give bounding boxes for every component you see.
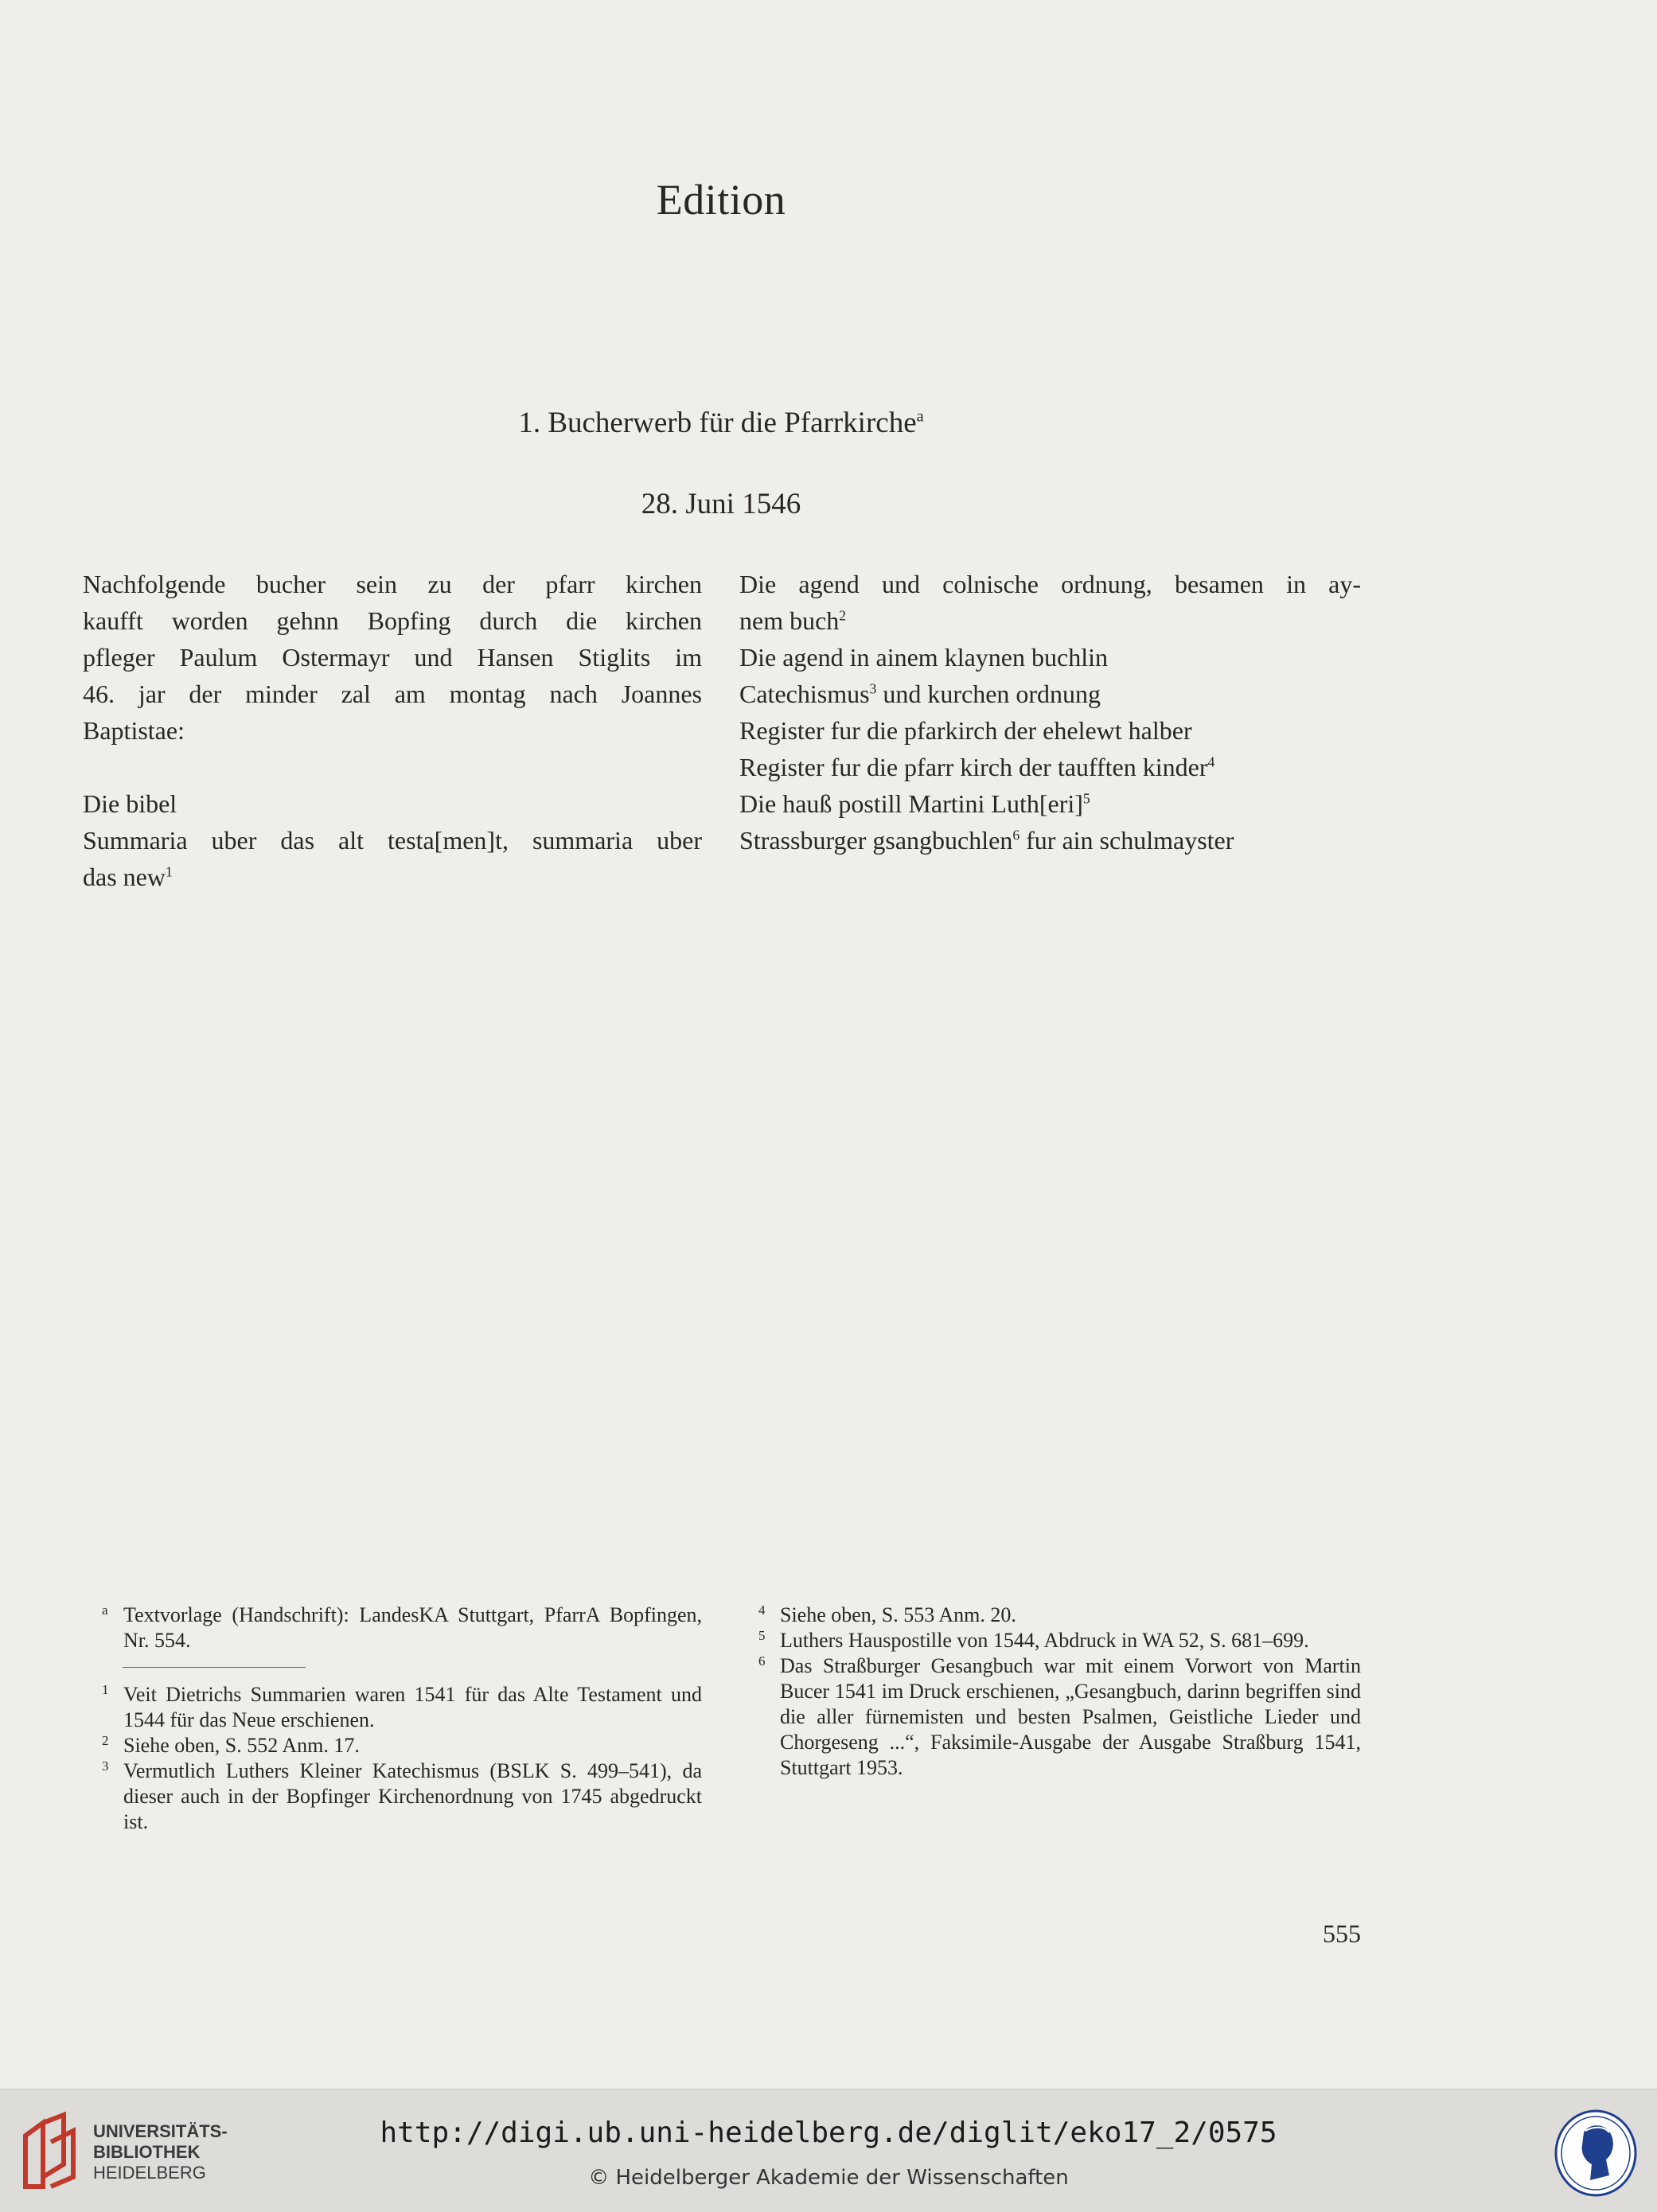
section-heading-text: 1. Bucherwerb für die Pfarrkirche xyxy=(518,407,917,439)
note-ref: 6 xyxy=(1012,827,1020,843)
library-name-line: UNIVERSITÄTS- xyxy=(93,2121,228,2141)
note-ref: 4 xyxy=(1207,754,1215,770)
permalink-url[interactable]: http://digi.ub.uni-heidelberg.de/diglit/eko17_2/0575 xyxy=(380,2117,1277,2149)
note-ref: 1 xyxy=(165,863,173,880)
footnote-mark: 3 xyxy=(102,1758,109,1774)
list-item: Die agend und colnische ordnung, besamen in ay- xyxy=(739,570,1361,598)
footnote-5 xyxy=(739,1628,1361,1653)
note-ref: 5 xyxy=(1082,790,1090,807)
list-item: Register fur die pfarkirch der ehelewt halber xyxy=(739,716,1192,745)
list-item xyxy=(739,676,1361,712)
list-item xyxy=(739,822,1361,859)
list-item-text: und kurchen ordnung xyxy=(876,680,1101,708)
footnote-text: Vermutlich Luthers Kleiner Katechismus (BSLK S. 499–541), da dieser auch in der Bopfinger Kirchenordnung von 1745 abgedruckt ist. xyxy=(123,1759,702,1833)
academy-portrait-seal-icon xyxy=(1554,2109,1638,2198)
footnote-mark: 1 xyxy=(102,1682,109,1697)
footnote-6 xyxy=(739,1653,1361,1781)
footnote-1 xyxy=(83,1682,702,1733)
list-item-text: Catechismus xyxy=(739,680,870,708)
list-item-text: fur ain schulmayster xyxy=(1020,826,1234,855)
list-item: Die agend in ainem klaynen buchlin xyxy=(739,643,1108,672)
list-item-text: das new xyxy=(83,863,166,891)
footnote-a xyxy=(83,1603,702,1653)
list-item-continued xyxy=(83,859,702,895)
footnote-4 xyxy=(739,1603,1361,1628)
section-heading xyxy=(0,406,1442,440)
note-ref: 2 xyxy=(839,607,847,624)
page-number: 555 xyxy=(1323,1919,1361,1948)
note-ref: 3 xyxy=(869,680,877,697)
intro-line: kaufft worden gehnn Bopfing durch die kirchen xyxy=(83,606,702,635)
left-column xyxy=(83,566,702,895)
copyright-notice: © Heidelberger Akademie der Wissenschaften xyxy=(588,2166,1069,2190)
list-item: Summaria uber das alt testa[men]t, summaria uber xyxy=(83,826,702,855)
intro-line-last: Baptistae: xyxy=(83,716,185,745)
page-title: Edition xyxy=(656,176,786,224)
library-name-line: BIBLIOTHEK xyxy=(93,2142,201,2162)
list-item-text: nem buch xyxy=(739,606,840,635)
footnotes-numbered-right xyxy=(739,1603,1361,1781)
list-item-text: Die hauß postill Martini Luth[eri] xyxy=(739,789,1083,818)
list-item: Die bibel xyxy=(83,789,177,818)
footnote-text: Siehe oben, S. 553 Anm. 20. xyxy=(780,1603,1016,1626)
footnote-mark: 5 xyxy=(758,1628,766,1643)
intro-line: 46. jar der minder zal am montag nach Joannes xyxy=(83,680,702,708)
footnote-mark: 2 xyxy=(102,1733,109,1748)
footnote-mark: 6 xyxy=(758,1653,766,1669)
footnote-text: Textvorlage (Handschrift): LandesKA Stuttgart, PfarrA Bopfingen, Nr. 554. xyxy=(123,1603,702,1652)
section-heading-note: a xyxy=(916,407,924,426)
right-column xyxy=(739,566,1361,859)
footnote-2 xyxy=(83,1733,702,1758)
list-item-text: Strassburger gsangbuchlen xyxy=(739,826,1013,855)
list-item xyxy=(739,785,1361,822)
footnote-mark: a xyxy=(102,1603,108,1618)
intro-line: Nachfolgende bucher sein zu der pfarr kirchen xyxy=(83,570,702,598)
list-item xyxy=(739,749,1361,785)
intro-line: pfleger Paulum Ostermayr und Hansen Stiglits im xyxy=(83,643,702,672)
footnotes-numbered-left xyxy=(83,1682,702,1835)
footnote-text: Siehe oben, S. 552 Anm. 17. xyxy=(123,1734,360,1757)
footnote-mark: 4 xyxy=(758,1603,766,1618)
footnote-3 xyxy=(83,1758,702,1835)
section-date: 28. Juni 1546 xyxy=(641,488,801,520)
footnote-text: Das Straßburger Gesangbuch war mit einem Vorwort von Martin Bucer 1541 im Druck erschienen, „Gesangbuch, darinn begriffen sind die aller fürnemisten und besten Psalmen, Geistliche Lieder und Chorgeseng ...“, Faksimile-Ausgabe der Ausgabe Straßburg 1541, Stuttgart 1953. xyxy=(780,1654,1361,1779)
viewer-footer xyxy=(0,2089,1657,2212)
library-name-line: HEIDELBERG xyxy=(93,2163,206,2183)
list-item-continued xyxy=(739,602,1361,639)
list-item-text: Register fur die pfarr kirch der taufften kinder xyxy=(739,753,1208,781)
footnote-divider xyxy=(123,1667,306,1668)
footnote-text: Veit Dietrichs Summarien waren 1541 für das Alte Testament und 1544 für das Neue erschienen. xyxy=(123,1683,702,1731)
footnote-text: Luthers Hauspostille von 1544, Abdruck in WA 52, S. 681–699. xyxy=(780,1629,1309,1652)
